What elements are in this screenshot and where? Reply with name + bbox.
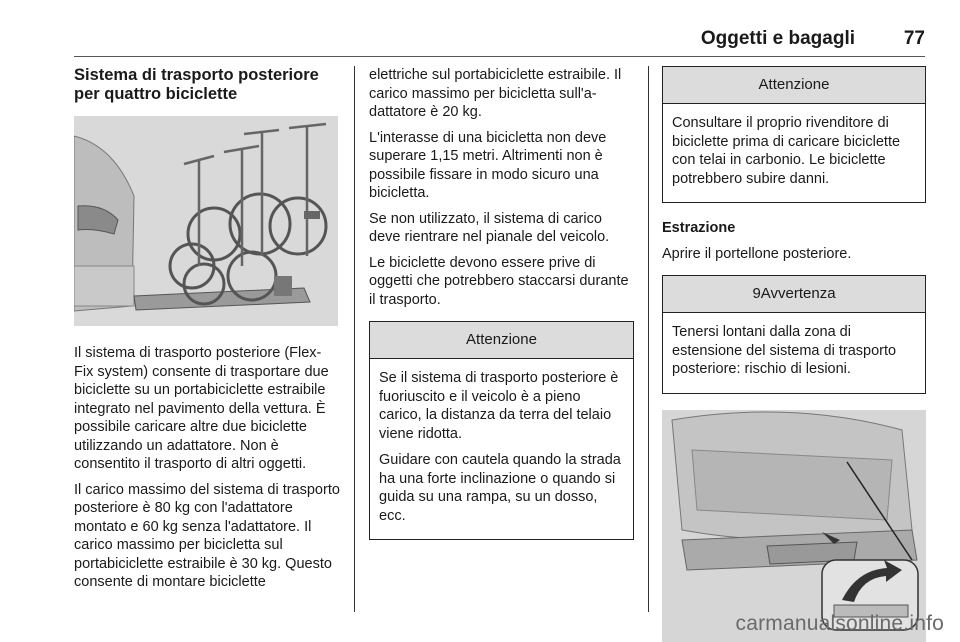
notice-box <box>369 321 634 540</box>
paragraph: Il carico massimo del sistema di trasporto posteriore è 80 kg con l'adattatore montato e 60 kg senza l'adattatore. Il carico massimo per bicicletta sul portabiciclette estraibile è 30 kg. Questo consente di montare biciclette <box>74 481 340 590</box>
column-1 <box>74 66 340 599</box>
notice-paragraph: Consultare il proprio rivenditore di biciclette prima di caricare biciclette con telai in carbonio. Le biciclette potrebbero subire danni. <box>672 115 901 187</box>
notice-body <box>370 359 633 539</box>
warning-box <box>662 275 926 394</box>
bike-carrier-drawing <box>74 116 338 326</box>
page-number: 77 <box>903 28 925 49</box>
page-header <box>74 28 925 58</box>
column-3 <box>662 66 926 642</box>
paragraph: Il sistema di trasporto posteriore (Flex-Fix system) consente di trasportare due biciclette su un portabiciclette estraibile integrato nel pavimento della vettura. È possibile caricare altre due biciclette utilizzando un adattatore. Non è consentito il trasporto di altri oggetti. <box>74 345 329 472</box>
column-divider-2 <box>648 66 649 612</box>
trunk-drawing <box>662 410 926 642</box>
column-2 <box>369 66 634 556</box>
notice-body <box>663 104 925 202</box>
notice-paragraph: Se il sistema di trasporto posteriore è fuoriuscito e il veicolo è a pieno carico, la distanza da terra del telaio viene ridotta. <box>379 370 619 442</box>
warning-icon: 9 <box>752 285 761 302</box>
warning-body <box>663 313 925 393</box>
section-heading: Sistema di trasporto posteriore per quattro biciclette <box>74 66 319 103</box>
paragraph: Se non utilizzato, il sistema di carico deve rientrare nel pianale del veicolo. <box>369 210 610 245</box>
chapter-title: Oggetti e bagagli <box>700 28 855 49</box>
warning-paragraph: Tenersi lontani dalla zona di estensione del sistema di trasporto posteriore: rischio di lesioni. <box>672 324 897 377</box>
paragraph: L'interasse di una bicicletta non deve superare 1,15 metri. Altrimenti non è possibile fissare in modo sicuro una bicicletta. <box>369 129 607 201</box>
notice-title: Attenzione <box>370 322 633 359</box>
notice-paragraph: Guidare con cautela quando la strada ha una forte inclinazione o quando si guida su una rampa, su un dosso, ecc. <box>379 452 621 524</box>
column-divider-1 <box>354 66 355 612</box>
bike-carrier-illustration <box>74 116 338 326</box>
paragraph: Le biciclette devono essere prive di oggetti che potrebbero staccarsi durante il trasporto. <box>369 254 629 308</box>
warning-title: Avvertenza <box>760 285 836 302</box>
notice-box <box>662 66 926 203</box>
watermark: carmanualsonline.info <box>735 612 944 635</box>
warning-title-row <box>663 276 925 313</box>
notice-title: Attenzione <box>663 67 925 104</box>
subheading: Estrazione <box>662 220 736 236</box>
paragraph: elettriche sul portabiciclette estraibile. Il carico massimo per bicicletta sull'adattatore è 20 kg. <box>369 67 622 120</box>
trunk-extraction-illustration <box>662 410 926 642</box>
header-rule <box>74 56 925 57</box>
instruction: Aprire il portellone posteriore. <box>662 245 852 262</box>
